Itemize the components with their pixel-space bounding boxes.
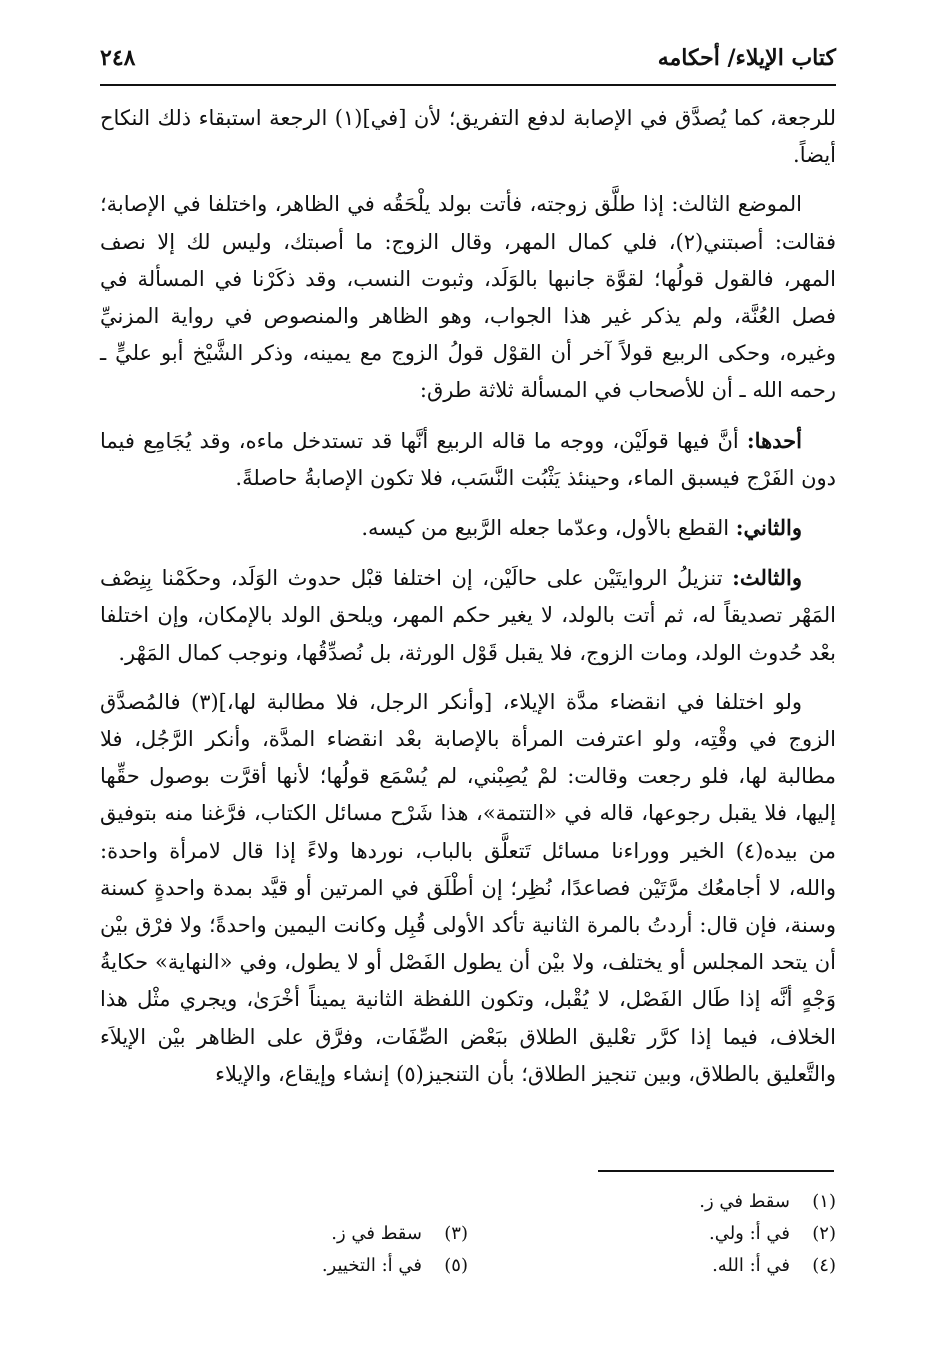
footnote-5 xyxy=(100,1250,468,1282)
page-number: ٢٤٨ xyxy=(100,45,136,71)
paragraph-3 xyxy=(100,422,836,497)
paragraph-text: أنَّ فيها قولَيْن، ووجه ما قاله الربيع أنَّها قد تستدخل ماءه، وقد يُجَامِع فيما دون الفَرْج فيسبق الماء، وحينئذ يَثْبُت النَّسَب، فلا تكون الإصابةُ حاصلةً. xyxy=(100,428,836,490)
paragraph-4 xyxy=(100,509,836,547)
paragraph-lead: والثاني: xyxy=(735,515,802,541)
page-header xyxy=(100,38,836,78)
paragraph-5 xyxy=(100,559,836,672)
paragraph-text: تنزيلُ الروايتَيْن على حالَيْن، إن اختلفا قبْل حدوث الوَلَد، وحكَمْنا بِنِصْف المَهْر تصديقاً له، ثم أتت بالولد، لا يغير حكم المهر، ويلحق الولد بالإمكان، وإن اختلفا بعْد حُدوث الولد، ومات الزوج، فلا يقبل قَوْل الورثة، بل نُصدِّقُها، ونوجب كمال المَهْر. xyxy=(100,566,836,665)
footnote-row xyxy=(100,1186,836,1218)
footnote-text: سقط في ز. xyxy=(331,1223,422,1244)
paragraph-lead: أحدها: xyxy=(746,427,802,453)
footnote-1 xyxy=(468,1186,836,1218)
main-text xyxy=(100,100,836,1105)
footnote-empty xyxy=(100,1186,468,1218)
footnote-number: (٤) xyxy=(812,1255,836,1276)
footnote-3 xyxy=(100,1218,468,1250)
paragraph-6 xyxy=(100,684,836,1093)
footnote-text: في أ: ولي. xyxy=(708,1223,790,1244)
footnote-text: في أ: الله. xyxy=(712,1255,790,1276)
footnote-number: (٣) xyxy=(444,1223,468,1244)
footnote-number: (٥) xyxy=(444,1255,468,1276)
footnote-row xyxy=(100,1250,836,1282)
paragraph-lead: والثالث: xyxy=(732,565,802,591)
footnotes xyxy=(100,1186,836,1282)
paragraph-1 xyxy=(100,100,836,174)
paragraph-text: القطع بالأول، وعدّما جعله الرَّبيع من كيسه. xyxy=(361,516,736,541)
footnote-2 xyxy=(468,1218,836,1250)
footnote-row xyxy=(100,1218,836,1250)
paragraph-text: الموضع الثالث: إذا طلَّق زوجته، فأتت بولد يلْحَقُه في الظاهر، واختلفا في الإصابة؛ فقالت: أصبتني(٢)، فلي كمال المهر، وقال الزوج: ما أصبتك، وليس لك إلا نصف المهر، فالقول قولُها؛ لقوَّة جانبها بالوَلَد، وثبوت النسب، وقد ذكَرْنا في المسألة في فصل العُنَّة، ولم يذكر غير هذا الجواب، وهو الظاهر والمنصوص في رواية المزنيِّ وغيره، وحكى الربيع قولاً آخر أن القوْل قولُ الزوج مع يمينه، وذكر الشَّيْخ أبو عليٍّ ـ رحمه الله ـ أن للأصحاب في المسألة ثلاثة طرق: xyxy=(100,192,836,403)
footnote-rule xyxy=(598,1170,834,1172)
paragraph-2 xyxy=(100,186,836,409)
paragraph-text: ولو اختلفا في انقضاء مدَّة الإيلاء، [وأنكر الرجل، فلا مطالبة لها،](٣) فالمُصدَّق الزوج في وقْتِه، ولو اعترفت المرأة بالإصابة بعْد انقضاء المدَّة، وأنكر الرَّجُل، فلا مطالبة لها، فلو رجعت وقالت: لمْ يُصِبْني، لم يُسْمَع قولُها؛ لأنها أقرَّت بوصول حقِّها إليها، فلا يقبل رجوعها، قاله في «التتمة»، هذا شَرْح مسائل الكتاب، فرَّغنا منه بتوفيق من بيده(٤) الخير ووراءنا مسائل تَتعلَّق بالباب، نوردها ولاءً إذا قال لامرأة واحدة: والله، لا أجامعُك مرَّتَيْن فصاعدًا، نُظِر؛ إن أطْلَق في المرتين أو قيَّد بمدة واحدةٍ كسنة وسنة، فإن قال: أردتُ بالمرة الثانية تأكد الأولى قُبِل وكانت اليمين واحدةً؛ ولا فرْق بيْن أن يتحد المجلس أو يختلف، ولا بيْن أن يطول الفَصْل أو لا يطول، وفي «النهاية» حكايةُ وَجْهٍ أنَّه إذا طَال الفَصْل، لا يُقْبل، وتكون اللفظة الثانية يميناً أخْرَىٰ، ويجري مثْل هذا الخلاف، فيما إذا كرَّر تعْليق الطلاق ببَعْض الصِّفَات، وفرَّق على الظاهر بيْن الإيلاَء والتَّعليق بالطلاق، وبين تنجيز الطلاق؛ بأن التنجيز(٥) إنشاء وإيقاع، والإيلاء xyxy=(100,689,836,1086)
paragraph-text: للرجعة، كما يُصدَّق في الإصابة لدفع التفريق؛ لأن [في](١) الرجعة استبقاء ذلك النكاح أيضاً. xyxy=(100,106,837,168)
footnote-4 xyxy=(468,1250,836,1282)
footnote-number: (٢) xyxy=(812,1223,836,1244)
footnote-text: سقط في ز. xyxy=(699,1191,790,1212)
footnote-number: (١) xyxy=(812,1191,836,1212)
running-title: كتاب الإيلاء/ أحكامه xyxy=(657,45,836,71)
footnote-text: في أ: التخيير. xyxy=(321,1255,422,1276)
header-rule xyxy=(100,84,836,86)
